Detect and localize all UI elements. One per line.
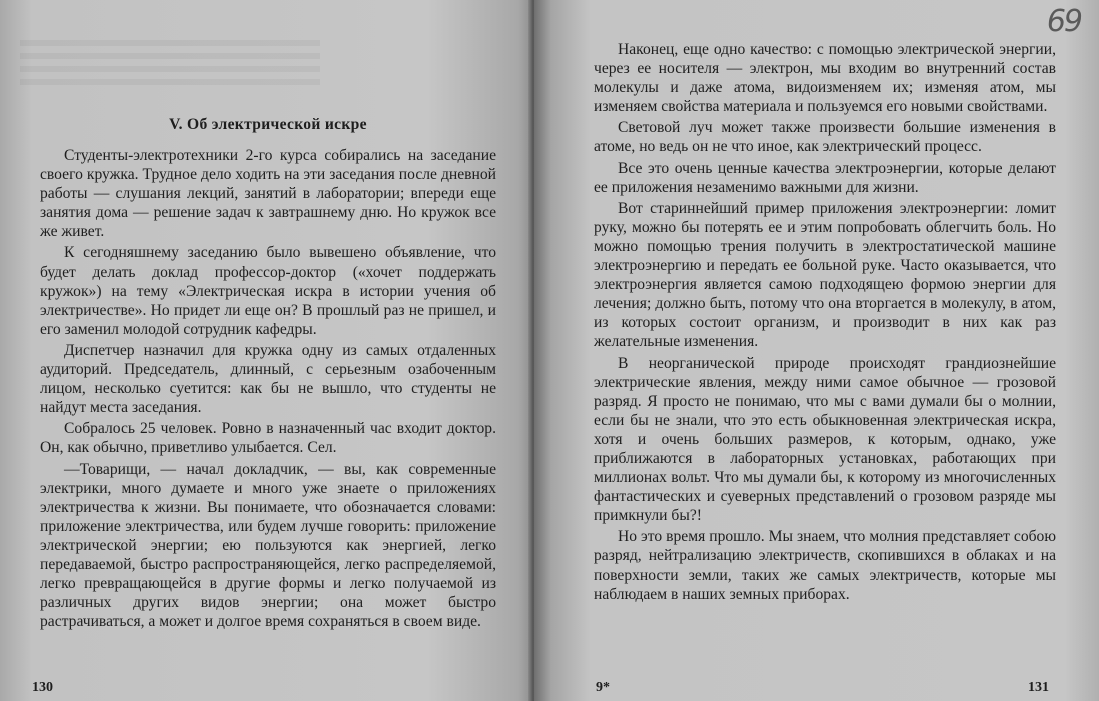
page-number-right: 131 (1028, 680, 1049, 695)
paragraph: В неорганической природе происходят грандиознейшие электрические явления, между ними самое обычное — грозовой разряд. Я просто не понимаю, что мы с вами думали бы о молнии, если бы не знали, что это есть обыкновенная электрическая искра, хотя и очень больших размеров, к которым, однако, уже приближаются в лабораторных установках, работающих при миллионах вольт. Что мы думали бы, к которому из многочисленных фантастических и суеверных представлений о грозовом разряде мы примкнули бы?! (594, 354, 1056, 525)
left-page (0, 0, 534, 701)
paragraph: Наконец, еще одно качество: с помощью электрической энергии, через ее носителя — электрон, мы входим во внутренний состав молекулы и даже атома, видоизменяем их; изменяя атом, мы изменяем свойства материала и пользуемся его новыми свойствами. (594, 41, 1056, 116)
paragraph: Световой луч может также произвести большие изменения в атоме, но ведь он не что иное, как электрический процесс. (594, 119, 1056, 156)
handwritten-page-number: 69 (1046, 4, 1081, 39)
paragraph: Диспетчер назначил для кружка одну из самых отдаленных аудиторий. Председатель, длинный, с серьезным озабоченным лицом, несколько суетится: как бы не вышло, что студенты не найдут места заседания. (40, 341, 496, 417)
paragraph: Все это очень ценные качества электроэнергии, которые делают ее приложения незаменимо важными для жизни. (594, 159, 1056, 196)
right-page (534, 0, 1099, 701)
left-page-text (40, 146, 496, 633)
paragraph: Вот стариннейший пример приложения электроэнергии: ломит руку, можно бы потерять ее и этим попробовать облегчить боль. Но можно помощью трения получить в электростатической машине электроэнергию и передать ее больной руке. Часто оказывается, что электроэнергия является самою подходящею формою энергии для лечения; должно быть, потому что она вторгается в молекулу, в атом, из которых состоит организм, и производит в них как раз желательные изменения. (594, 199, 1056, 351)
paragraph: Собралось 25 человек. Ровно в назначенный час входит доктор. Он, как обычно, приветливо улыбается. Сел. (40, 420, 496, 457)
bleed-through-text (20, 40, 320, 90)
paragraph: К сегодняшнему заседанию было вывешено объявление, что будет делать доклад профессор-доктор («хочет поддержать кружок») на тему «Электрическая искра в истории учения об электричестве». Но придет ли еще он? В прошлый раз не пришел, и его заменил молодой сотрудник кафедры. (40, 244, 496, 338)
paragraph: Но это время прошло. Мы знаем, что молния представляет собою разряд, нейтрализацию электричеств, скопившихся в облаках и на поверхности земли, таких же самых электричеств, которые мы наблюдаем в наших земных приборах. (594, 528, 1056, 603)
paragraph: Студенты-электротехники 2-го курса собирались на заседание своего кружка. Трудное дело ходить на эти заседания после дневной работы — слушания лекций, занятий в лаборатории; впереди еще занятия дома — решение задач к завтрашнему дню. Но кружок все же живет. (40, 147, 496, 241)
page-number-left: 130 (32, 680, 53, 695)
right-page-text (594, 40, 1056, 606)
chapter-heading: V. Об электрической искре (169, 116, 367, 133)
signature-mark: 9* (596, 680, 610, 695)
paragraph: —Товарищи, — начал докладчик, — вы, как современные электрики, много думаете и много уже знаете о приложениях электричества к жизни. Вы понимаете, что обозначается словами: приложение электричества, или будем лучше говорить: приложение электрической энергии; ею пользуются как энергией, легко передаваемой, быстро распространяющейся, легко распределяемой, легко превращающейся в другие формы и легко получаемой из различных других видов энергии; она может быстро растрачиваться, а может и долгое время сохраняться в своем виде. (40, 460, 496, 631)
